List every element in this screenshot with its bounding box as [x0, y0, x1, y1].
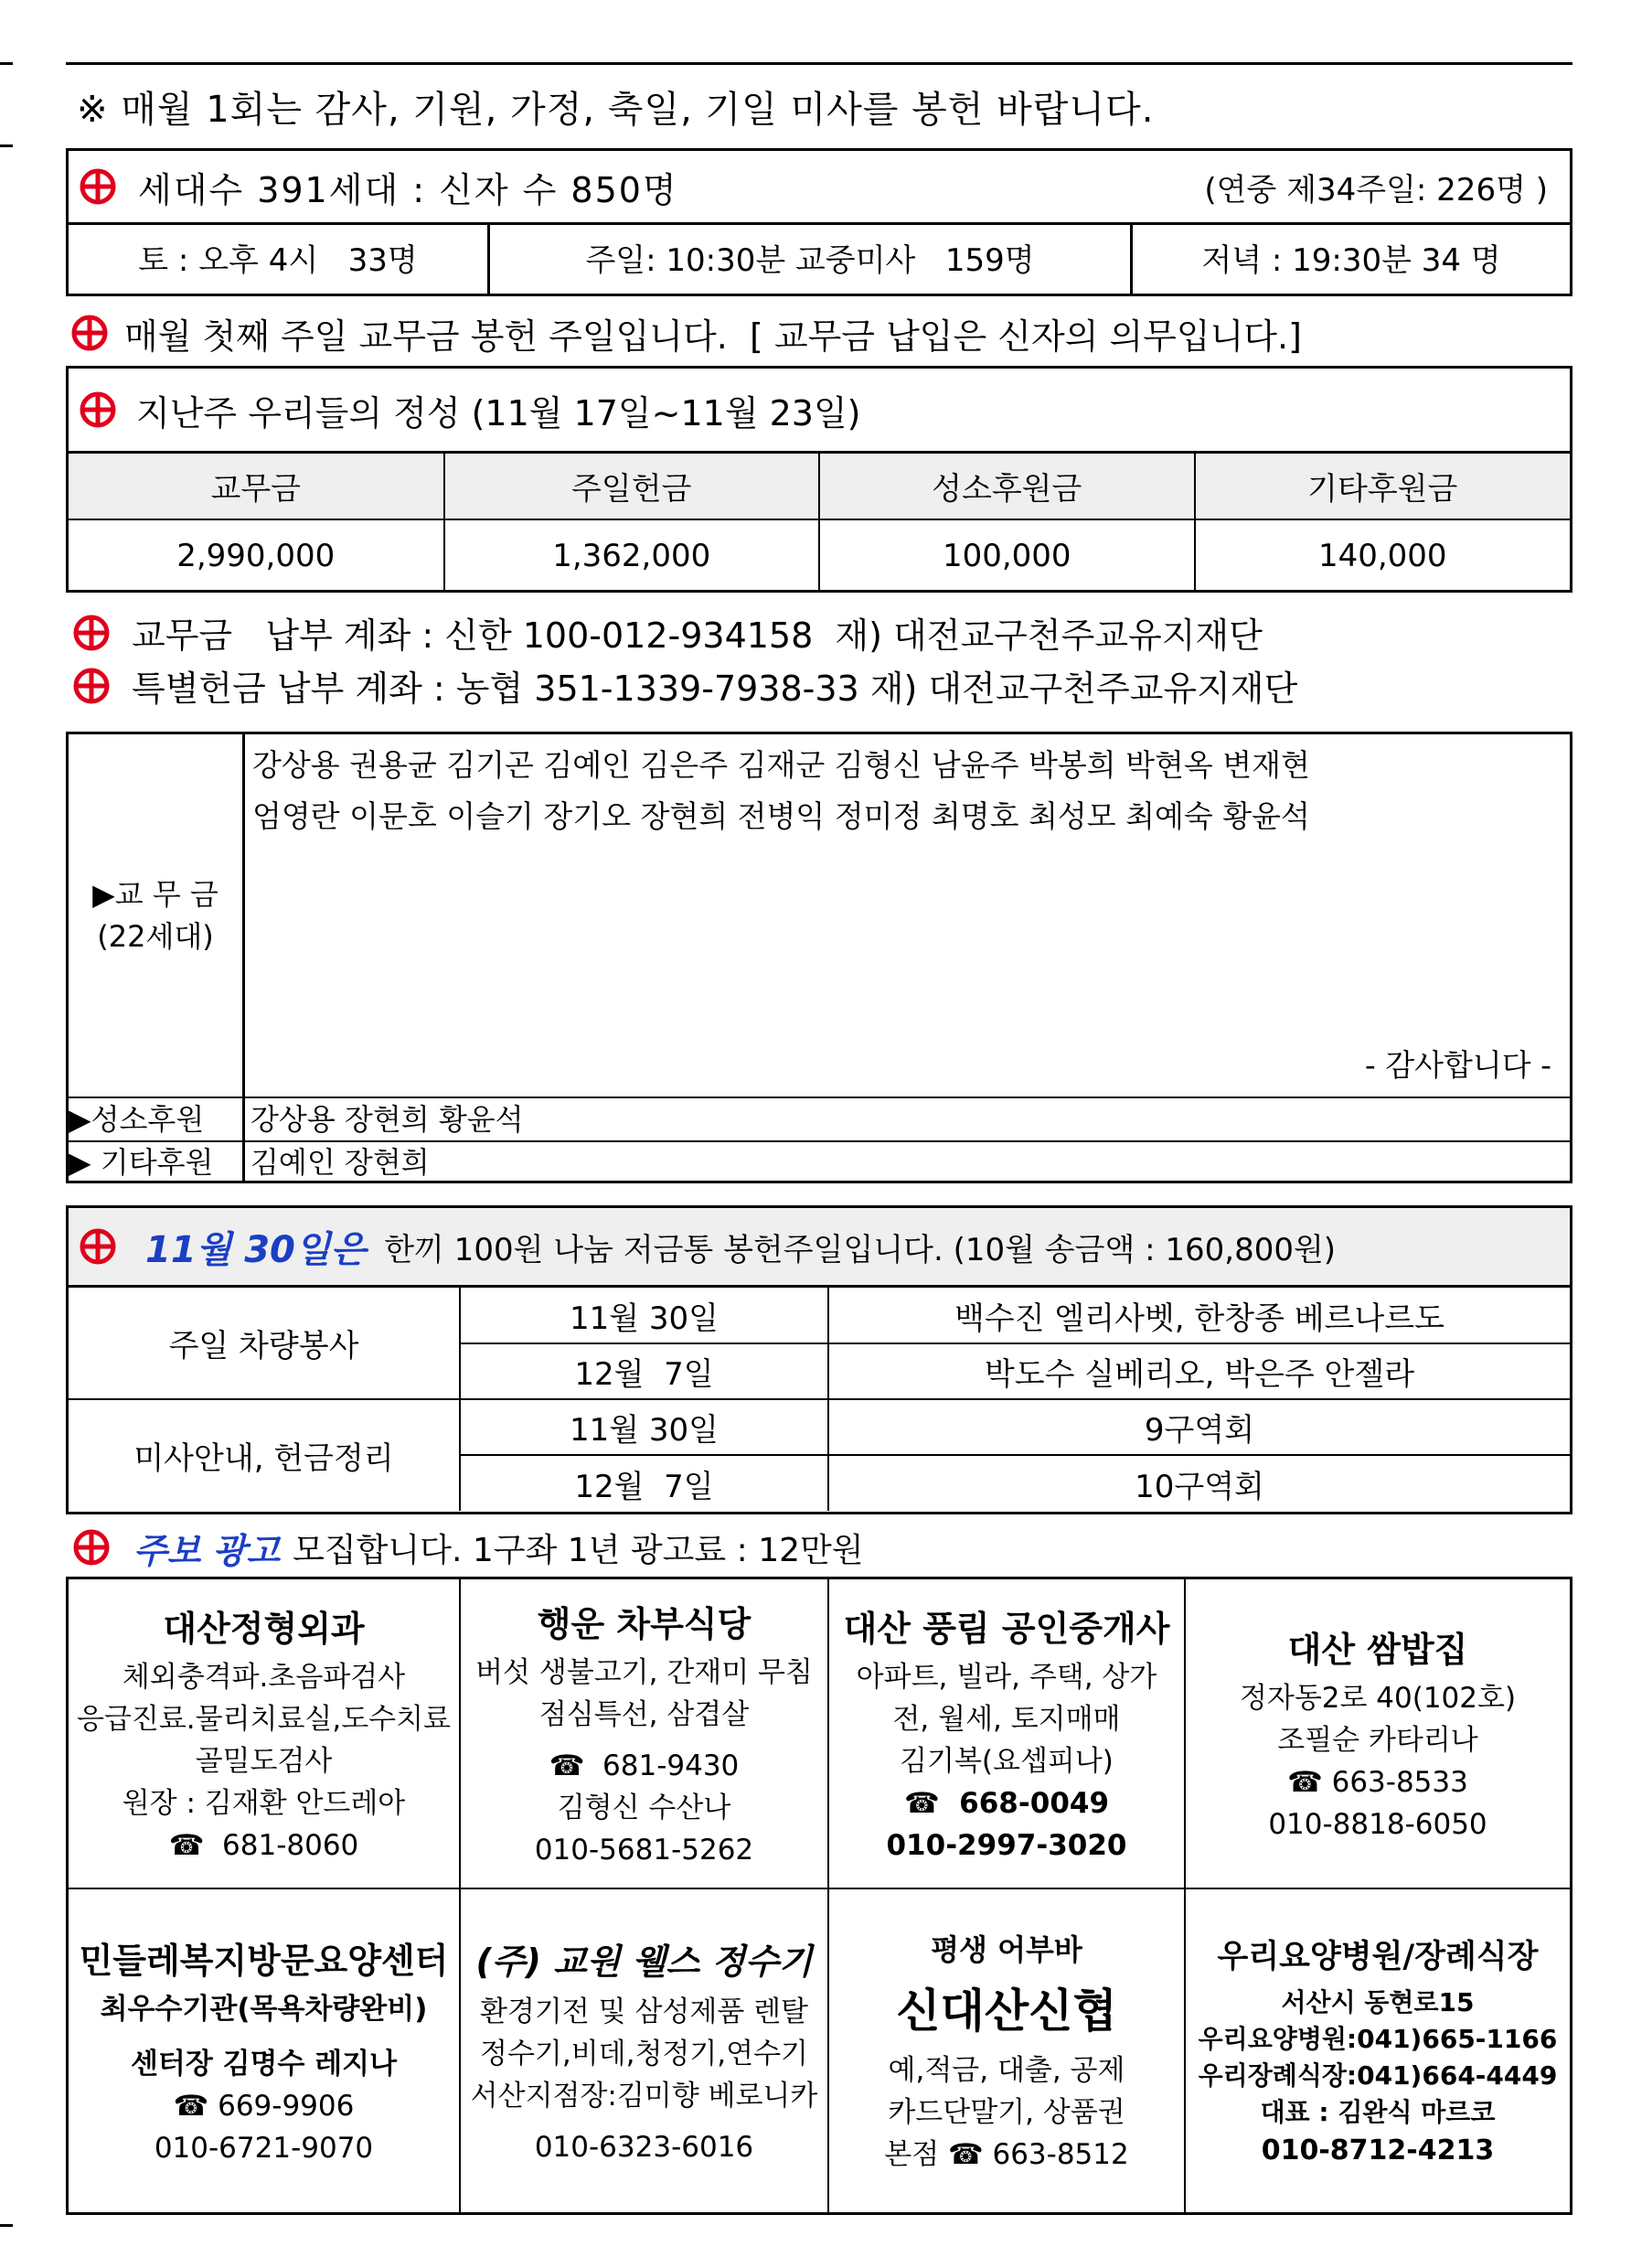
donors-box — [66, 732, 1572, 1183]
savings-text: 한끼 100원 나눔 저금통 봉헌주일입니다. (10월 송금액 : 160,800원) — [384, 1231, 1337, 1268]
first-sunday-text: 매월 첫째 주일 교무금 봉헌 주일입니다. [ 교무금 납입은 신자의 의무입니다.] — [124, 316, 1302, 357]
edge-mark — [0, 62, 13, 65]
ad-name: 대산정형외과 — [163, 1609, 365, 1649]
ad-haengun-restaurant — [460, 1579, 828, 1888]
edge-mark — [0, 144, 13, 147]
ad-line: 점심특선, 삼겹살 — [538, 1698, 750, 1731]
offering-value: 1,362,000 — [444, 519, 820, 591]
ad-line: 김형신 수산나 — [557, 1792, 731, 1824]
ad-phone: 010-8712-4213 — [1261, 2134, 1495, 2166]
service-table — [69, 1288, 1570, 1511]
donor-names-line: 강상용 권용균 김기곤 김예인 김은주 김재군 김형신 남윤주 박봉희 박현옥 변재현 — [252, 747, 1310, 783]
service-date: 11월 30일 — [460, 1288, 828, 1343]
ad-recruit-notice — [71, 1522, 864, 1573]
ad-line: 서산시 동현로15 — [1281, 1986, 1475, 2017]
cross-icon — [71, 613, 112, 653]
offering-value: 100,000 — [819, 519, 1195, 591]
edge-mark — [0, 2224, 13, 2227]
offering-header: 성소후원금 — [819, 454, 1195, 519]
ad-line: 환경기전 및 삼성제품 렌탈 — [480, 1995, 808, 2028]
ad-slogan: 평생 어부바 — [931, 1931, 1082, 1967]
car-service-label: 주일 차량봉사 — [69, 1288, 460, 1399]
ad-line: 정수기,비데,청정기,연수기 — [480, 2038, 808, 2070]
ad-line: 최우수기관(목욕차량완비) — [100, 1993, 428, 2026]
ad-phone: ☎ 668-0049 — [903, 1787, 1110, 1820]
offering-header: 주일헌금 — [444, 454, 820, 519]
mass-guide-label: 미사안내, 헌금정리 — [69, 1399, 460, 1511]
ad-phone: 우리요양병원:041)665-1166 — [1198, 2023, 1558, 2054]
ad-line: 응급진료.물리치료실,도수치료 — [76, 1703, 451, 1736]
special-offering-account: 특별헌금 납부 계좌 : 농협 351-1339-7938-33 재) 대전교구천주교유지재단 — [132, 669, 1298, 709]
ad-phone: ☎ 681-9430 — [549, 1749, 740, 1782]
account-line — [71, 607, 1263, 658]
ad-mindeulle-care — [69, 1888, 460, 2212]
gita-names: 김예인 장현희 — [251, 1145, 430, 1180]
ad-phone: 010-2997-3020 — [886, 1829, 1127, 1862]
service-box — [66, 1205, 1572, 1514]
ad-ssambap — [1185, 1579, 1570, 1888]
cross-icon — [71, 666, 112, 706]
ad-phone: 010-8818-6050 — [1268, 1808, 1487, 1841]
saturday-mass-count: 토 : 오후 4시 33명 — [69, 225, 490, 296]
gyomugeum-label-main: ▶교 무 금 — [92, 877, 219, 912]
cross-icon — [69, 313, 110, 353]
seongso-label: ▶성소후원 — [69, 1098, 245, 1140]
top-rule — [66, 62, 1572, 65]
seongso-row — [69, 1098, 1570, 1142]
gyomugeum-label — [69, 734, 245, 1097]
offering-header: 교무금 — [69, 454, 444, 519]
offering-value: 2,990,000 — [69, 519, 444, 591]
first-sunday-notice — [69, 304, 1302, 362]
ad-phone: 본점 ☎ 663-8512 — [884, 2137, 1129, 2171]
ad-line: 예,적금, 대출, 공제 — [888, 2053, 1125, 2087]
ad-phone: 010-5681-5262 — [534, 1834, 754, 1867]
ad-line: 카드단말기, 상품권 — [888, 2095, 1125, 2129]
ad-recruit-text: 모집합니다. 1구좌 1년 광고료 : 12만원 — [293, 1531, 864, 1569]
service-date: 12월 7일 — [460, 1343, 828, 1399]
ad-line: 정자동2로 40(102호) — [1239, 1682, 1517, 1715]
ad-phone: 우리장례식장:041)664-4449 — [1198, 2059, 1558, 2091]
account-line — [71, 660, 1297, 711]
service-volunteers: 박도수 실베리오, 박은주 안젤라 — [828, 1343, 1570, 1399]
monthly-mass-notice: ※ 매월 1회는 감사, 기원, 가정, 축일, 기일 미사를 봉헌 바랍니다. — [77, 89, 1155, 131]
ad-name: 민들레복지방문요양센터 — [79, 1941, 449, 1981]
ad-phone: 010-6721-9070 — [154, 2132, 374, 2165]
ad-uri-hospital — [1185, 1888, 1570, 2212]
ad-phone: 010-6323-6016 — [534, 2131, 754, 2164]
sunday-mass-count: 주일: 10:30분 교중미사 159명 — [490, 225, 1133, 296]
ad-phone: ☎ 663-8533 — [1287, 1766, 1468, 1799]
thanks-text: - 감사합니다 - — [1364, 1047, 1551, 1083]
ads-grid — [66, 1577, 1572, 2215]
ad-line: 대표 : 김완식 마르코 — [1260, 2096, 1496, 2127]
parish-stats-box — [66, 148, 1572, 296]
cross-icon — [78, 166, 118, 207]
cross-icon — [78, 1226, 118, 1267]
offering-title: 지난주 우리들의 정성 (11월 17일~11월 23일) — [136, 392, 861, 433]
ad-line: 아파트, 빌라, 주택, 상가 — [856, 1661, 1157, 1694]
savings-date: 11월 30일은 — [145, 1228, 367, 1271]
ad-pungnim-realty — [828, 1579, 1185, 1888]
gita-label: ▶ 기타후원 — [69, 1142, 245, 1182]
ad-name: 대산 쌈밥집 — [1287, 1630, 1468, 1670]
ad-line: 골밀도검사 — [195, 1745, 333, 1778]
offering-box — [66, 366, 1572, 593]
gyomugeum-household-count: (22세대) — [97, 919, 214, 954]
cross-icon — [71, 1527, 112, 1567]
annual-sunday-count: (연중 제34주일: 226명 ) — [1204, 171, 1548, 209]
evening-mass-count: 저녁 : 19:30분 34 명 — [1201, 242, 1501, 279]
gita-row — [69, 1142, 1570, 1182]
seongso-names: 강상용 장현희 황윤석 — [251, 1102, 524, 1137]
ad-name: 우리요양병원/장례식장 — [1217, 1938, 1539, 1975]
ad-line: 체외충격파.초음파검사 — [122, 1661, 406, 1694]
offering-table — [69, 454, 1570, 591]
ad-recruit-highlight: 주보 광고 — [133, 1530, 281, 1571]
offering-value: 140,000 — [1195, 519, 1571, 591]
service-date: 12월 7일 — [460, 1455, 828, 1511]
gyomugeum-account: 교무금 납부 계좌 : 신한 100-012-934158 재) 대전교구천주교유지재단 — [132, 615, 1263, 656]
offering-header: 기타후원금 — [1195, 454, 1571, 519]
ad-name: (주) 교원 웰스 정수기 — [475, 1942, 813, 1982]
gyomugeum-names — [245, 734, 1570, 1097]
household-count: 세대수 391세대 : 신자 수 850명 — [138, 169, 678, 210]
ad-line: 김기복(요셉피나) — [900, 1745, 1114, 1778]
ad-line: 서산지점장:김미향 베로니카 — [470, 2080, 818, 2113]
cross-icon — [78, 390, 118, 430]
ad-name: 행운 차부식당 — [537, 1604, 752, 1644]
donor-names-line: 엄영란 이문호 이슬기 장기오 장현희 전병익 정미정 최명호 최성모 최예숙 황윤석 — [252, 798, 1310, 834]
ad-daesan-orthopedics — [69, 1579, 460, 1888]
ad-phone: ☎ 681-8060 — [168, 1829, 359, 1862]
ad-kyowon-wells — [460, 1888, 828, 2212]
ad-line: 원장 : 김재환 안드레아 — [122, 1787, 406, 1820]
ad-line: 센터장 김명수 레지나 — [130, 2048, 398, 2081]
service-date: 11월 30일 — [460, 1399, 828, 1455]
ad-line: 버섯 생불고기, 간재미 무침 — [475, 1656, 813, 1689]
ad-line: 전, 월세, 토지매매 — [892, 1703, 1121, 1736]
ad-name: 신대산신협 — [896, 1984, 1117, 2038]
ad-sindaesan-credit-union — [828, 1888, 1185, 2212]
ad-phone: ☎ 669-9906 — [173, 2090, 355, 2123]
service-volunteers: 9구역회 — [828, 1399, 1570, 1455]
service-volunteers: 10구역회 — [828, 1455, 1570, 1511]
ad-name: 대산 풍림 공인중개사 — [843, 1609, 1170, 1649]
ad-line: 조필순 카타리나 — [1277, 1724, 1478, 1757]
service-volunteers: 백수진 엘리사벳, 한창종 베르나르도 — [828, 1288, 1570, 1343]
